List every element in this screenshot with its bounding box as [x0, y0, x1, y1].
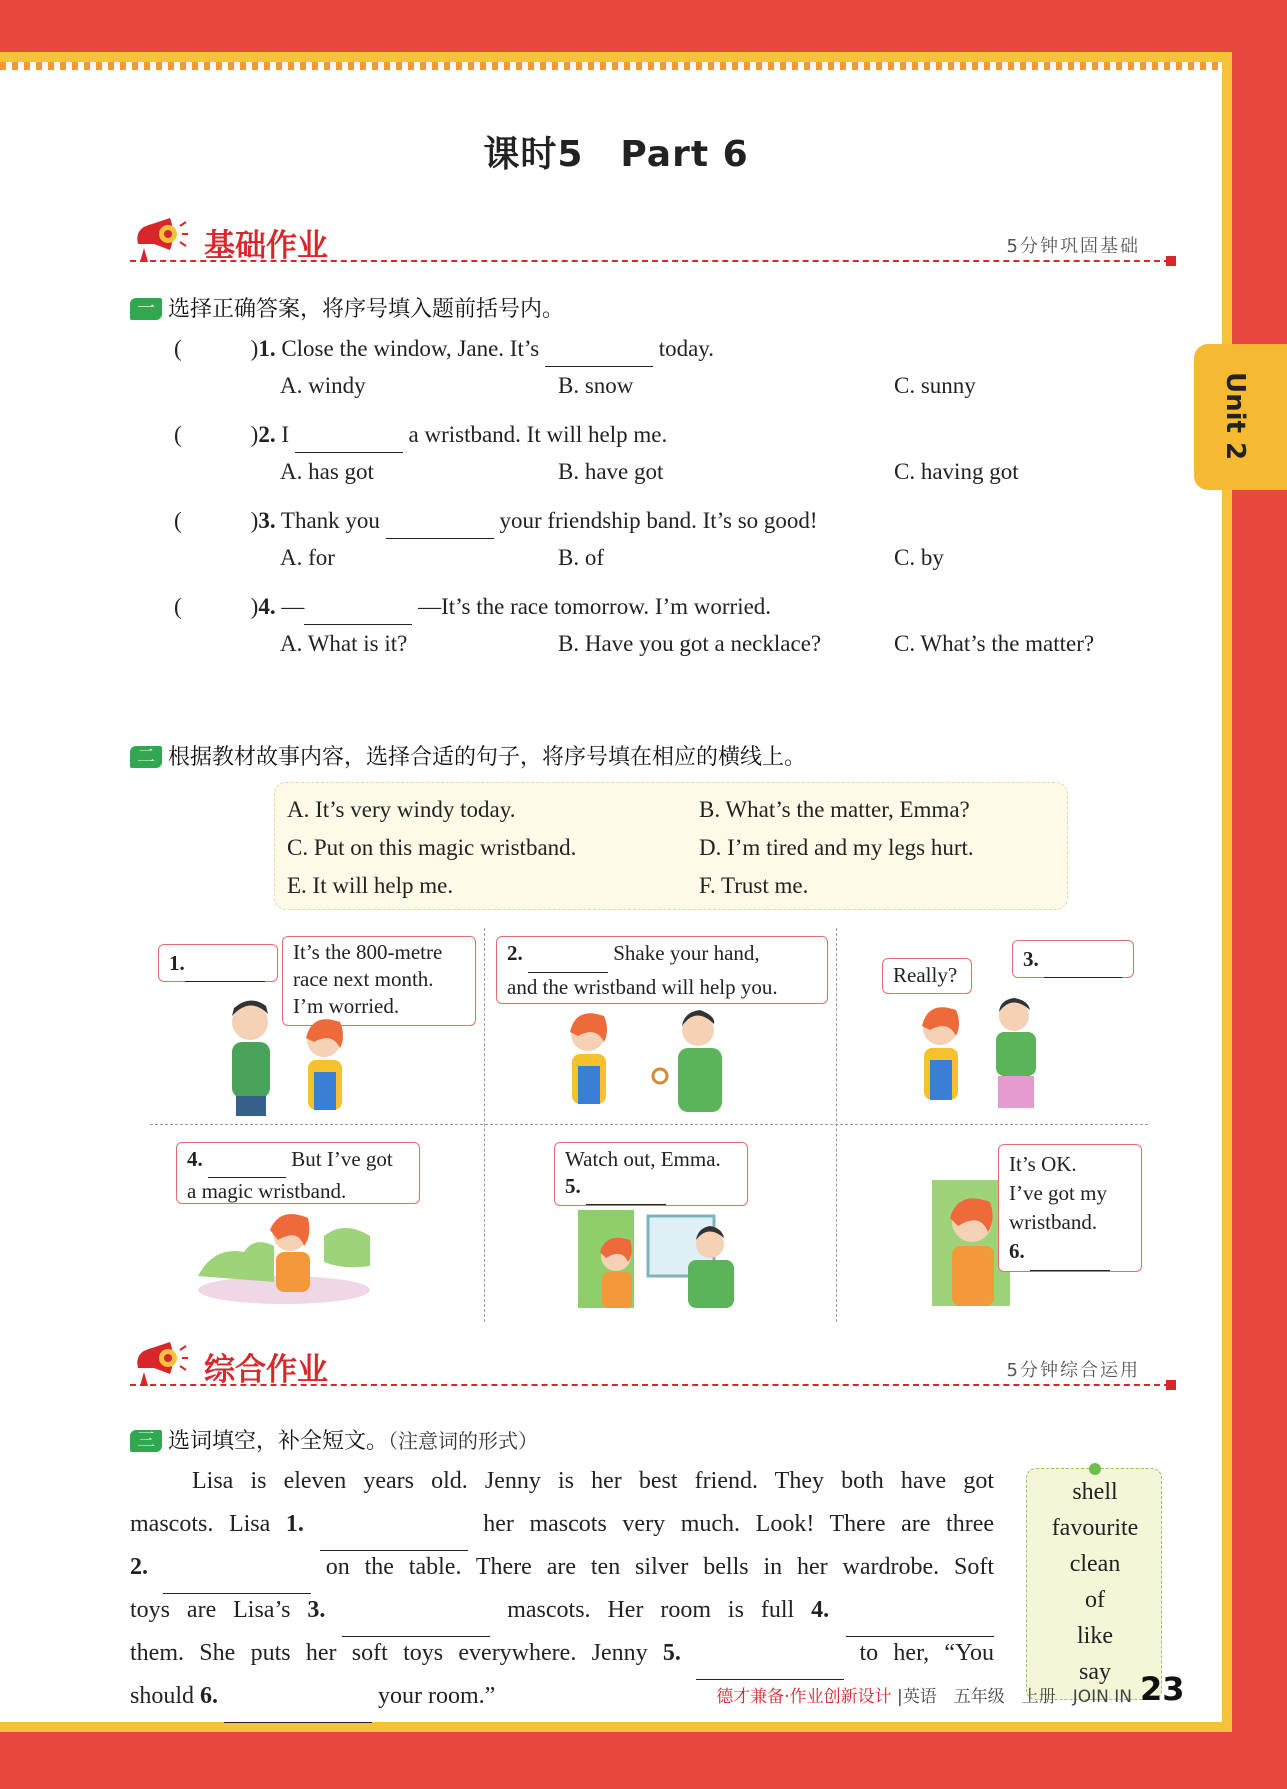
speech-bubble	[176, 1142, 420, 1204]
ex3-tag: 三	[130, 1430, 162, 1452]
sentence-options-box	[274, 782, 1068, 910]
passage-text: Lisa is eleven years old. Jenny is her best friend. They both have got	[192, 1468, 994, 1494]
running-emma-illustration	[194, 1206, 374, 1306]
option-a: A. for	[280, 545, 335, 570]
trumpet-icon	[130, 1338, 190, 1388]
question-text: Close the window, Jane. It’s	[281, 336, 540, 361]
section-basic-note: 5分钟巩固基础	[1006, 236, 1140, 257]
blank-number: 2.	[507, 941, 523, 965]
answer-blank[interactable]	[185, 954, 265, 982]
answer-blank[interactable]	[304, 598, 412, 625]
answer-blank[interactable]	[586, 1177, 666, 1205]
page-title: 课时5 Part 6	[483, 134, 749, 175]
answer-bracket[interactable]: ( )	[174, 508, 259, 533]
speech-bubble	[158, 944, 278, 982]
bubble-line	[187, 1146, 409, 1178]
footer-brand: 德才兼备·作业创新设计	[716, 1687, 892, 1707]
section-comprehensive-header	[130, 1338, 1170, 1388]
passage-text: mascots. Lisa	[130, 1511, 286, 1537]
page-number: 23	[1140, 1670, 1185, 1708]
question-number: 1.	[258, 336, 276, 361]
option-b: B. Have you got a necklace?	[558, 631, 822, 656]
answer-bracket[interactable]: ( )	[174, 336, 259, 361]
ex2-heading	[130, 740, 806, 771]
question-text: —	[281, 594, 305, 619]
option-a: A. has got	[280, 459, 374, 484]
trumpet-icon	[130, 214, 190, 264]
sentence-option-a: A. It’s very windy today.	[287, 797, 516, 822]
passage-line	[130, 1546, 994, 1589]
emma-and-mum-illustration	[550, 1006, 750, 1118]
answer-blank[interactable]	[342, 1593, 490, 1637]
answer-blank[interactable]	[1044, 950, 1122, 978]
answer-blank[interactable]	[1030, 1241, 1110, 1271]
question-text: Thank you	[280, 508, 380, 533]
ex2-instruction: 根据教材故事内容，选择合适的句子，将序号填在相应的横线上。	[168, 745, 807, 770]
answer-blank[interactable]	[320, 1507, 468, 1551]
bubble-line: wristband.	[1009, 1210, 1098, 1234]
answer-blank[interactable]	[545, 340, 653, 367]
footer-subject: 英语 五年级 上册 JOIN IN	[902, 1687, 1132, 1707]
pin-icon	[1089, 1463, 1101, 1475]
sentence-option-f: F. Trust me.	[699, 873, 809, 898]
page-footer	[716, 1682, 1132, 1707]
speech-bubble	[1012, 940, 1134, 978]
blank-number: 5.	[565, 1174, 581, 1198]
section-comprehensive-note: 5分钟综合运用	[1006, 1360, 1140, 1381]
sentence-option-b: B. What’s the matter, Emma?	[699, 797, 970, 822]
answer-blank[interactable]	[528, 943, 608, 973]
passage-line	[130, 1632, 994, 1675]
speech-bubble	[998, 1144, 1142, 1272]
passage-text: mascots. Her room is full	[490, 1597, 812, 1623]
word-bank-item: shell	[1072, 1479, 1118, 1505]
passage-text: toys are Lisa’s	[130, 1597, 308, 1623]
passage-text: should	[130, 1683, 201, 1709]
bubble-line: race next month.	[293, 967, 434, 991]
question-text: a wristband. It will help me.	[408, 422, 668, 447]
bubble-line: Watch out, Emma.	[565, 1147, 721, 1171]
option-b: B. snow	[558, 373, 634, 398]
answer-blank[interactable]	[846, 1593, 994, 1637]
blank-number: 1.	[169, 951, 185, 975]
question-text: your friendship band. It’s so good!	[499, 508, 818, 533]
speech-bubble	[554, 1142, 748, 1206]
bubble-line	[565, 1173, 737, 1205]
comic-divider	[150, 1124, 1148, 1125]
unit-side-tab-label: Unit 2	[1220, 372, 1250, 461]
option-c: C. sunny	[894, 373, 976, 398]
passage-text: your room.”	[372, 1683, 496, 1709]
blank-number: 6.	[200, 1683, 219, 1709]
word-bank	[1026, 1468, 1162, 1700]
passage-line	[130, 1460, 994, 1503]
ex1-instruction: 选择正确答案，将序号填入题前括号内。	[168, 297, 565, 322]
blank-number: 6.	[1009, 1239, 1025, 1263]
question-text: I	[281, 422, 289, 447]
footer-separator: |	[897, 1687, 903, 1707]
page-sheet	[0, 52, 1232, 1732]
word-bank-item: clean	[1069, 1551, 1121, 1577]
question-number: 4.	[258, 594, 276, 619]
ex1-heading	[130, 292, 564, 323]
answer-blank[interactable]	[696, 1636, 844, 1680]
bubble-line: It’s the 800-metre	[293, 940, 443, 964]
answer-blank[interactable]	[295, 426, 403, 453]
ex3-hint: （注意词的形式）	[388, 1429, 539, 1453]
word-bank-item: of	[1085, 1587, 1105, 1613]
option-c: C. What’s the matter?	[894, 631, 1095, 656]
unit-side-tab[interactable]	[1194, 344, 1287, 490]
bubble-line: I’ve got my	[1009, 1181, 1107, 1205]
bubble-line	[1009, 1237, 1131, 1271]
cloze-passage	[130, 1460, 994, 1718]
bubble-line	[507, 939, 817, 973]
blank-number: 4.	[811, 1597, 830, 1623]
sentence-option-d: D. I’m tired and my legs hurt.	[699, 835, 974, 860]
word-bank-item: say	[1079, 1659, 1111, 1685]
answer-blank[interactable]	[163, 1550, 311, 1594]
passage-text: on the table. There are ten silver bells in her wardrobe. Soft	[310, 1554, 994, 1580]
option-a: A. What is it?	[280, 631, 408, 656]
section-basic-rule	[130, 260, 1170, 262]
sentence-option-e: E. It will help me.	[287, 873, 454, 898]
bubble-line: a magic wristband.	[187, 1179, 347, 1203]
comic-divider	[836, 928, 837, 1322]
question-number: 2.	[258, 422, 276, 447]
bubble-line: I’m worried.	[293, 994, 400, 1018]
bubble-line: and the wristband will help you.	[507, 975, 778, 999]
bubble-line: It’s OK.	[1009, 1152, 1077, 1176]
comic-divider	[484, 928, 485, 1322]
option-b: B. of	[558, 545, 604, 570]
section-basic-header	[130, 214, 1170, 264]
emma-and-mum-door-illustration	[578, 1210, 748, 1308]
blank-number: 1.	[285, 1511, 304, 1537]
question-number: 3.	[258, 508, 276, 533]
passage-line	[130, 1503, 994, 1546]
blank-number: 5.	[662, 1640, 681, 1666]
option-b: B. have got	[558, 459, 664, 484]
word-bank-item: like	[1077, 1623, 1113, 1649]
bubble-text: But I’ve got	[291, 1147, 393, 1171]
section-comprehensive-rule	[130, 1384, 1170, 1386]
ex2-tag: 二	[130, 746, 162, 768]
sentence-option-c: C. Put on this magic wristband.	[287, 835, 577, 860]
word-bank-item: favourite	[1051, 1515, 1139, 1541]
blank-number: 2.	[130, 1554, 148, 1580]
section-comprehensive-label: 综合作业	[204, 1352, 328, 1388]
bubble-text: Shake your hand,	[613, 941, 760, 965]
question-text: today.	[658, 336, 715, 361]
passage-text: them. She puts her soft toys everywhere. Jenny	[130, 1640, 663, 1666]
boy-and-girl-illustration	[200, 992, 380, 1118]
option-c: C. by	[894, 545, 944, 570]
question-text: —It’s the race tomorrow. I’m worried.	[418, 594, 772, 619]
answer-bracket[interactable]: ( )	[174, 594, 259, 619]
section-basic-label: 基础作业	[204, 228, 328, 264]
ex3-instruction: 选词填空，补全短文。	[168, 1429, 389, 1454]
answer-blank[interactable]	[224, 1679, 372, 1723]
emma-and-mum-illustration	[900, 996, 1060, 1116]
speech-bubble: Really?	[882, 958, 972, 994]
option-c: C. having got	[894, 459, 1019, 484]
blank-number: 3.	[307, 1597, 326, 1623]
passage-text: to her, “You	[844, 1640, 994, 1666]
answer-blank[interactable]	[386, 512, 494, 539]
ex3-heading	[130, 1424, 538, 1455]
passage-line	[130, 1589, 994, 1632]
option-a: A. windy	[280, 373, 366, 398]
answer-blank[interactable]	[208, 1150, 286, 1178]
answer-bracket[interactable]: ( )	[174, 422, 259, 447]
blank-number: 4.	[187, 1147, 203, 1171]
passage-text: her mascots very much. Look! There are three	[467, 1511, 995, 1537]
speech-bubble	[496, 936, 828, 1004]
ex1-tag: 一	[130, 298, 162, 320]
blank-number: 3.	[1023, 947, 1039, 971]
